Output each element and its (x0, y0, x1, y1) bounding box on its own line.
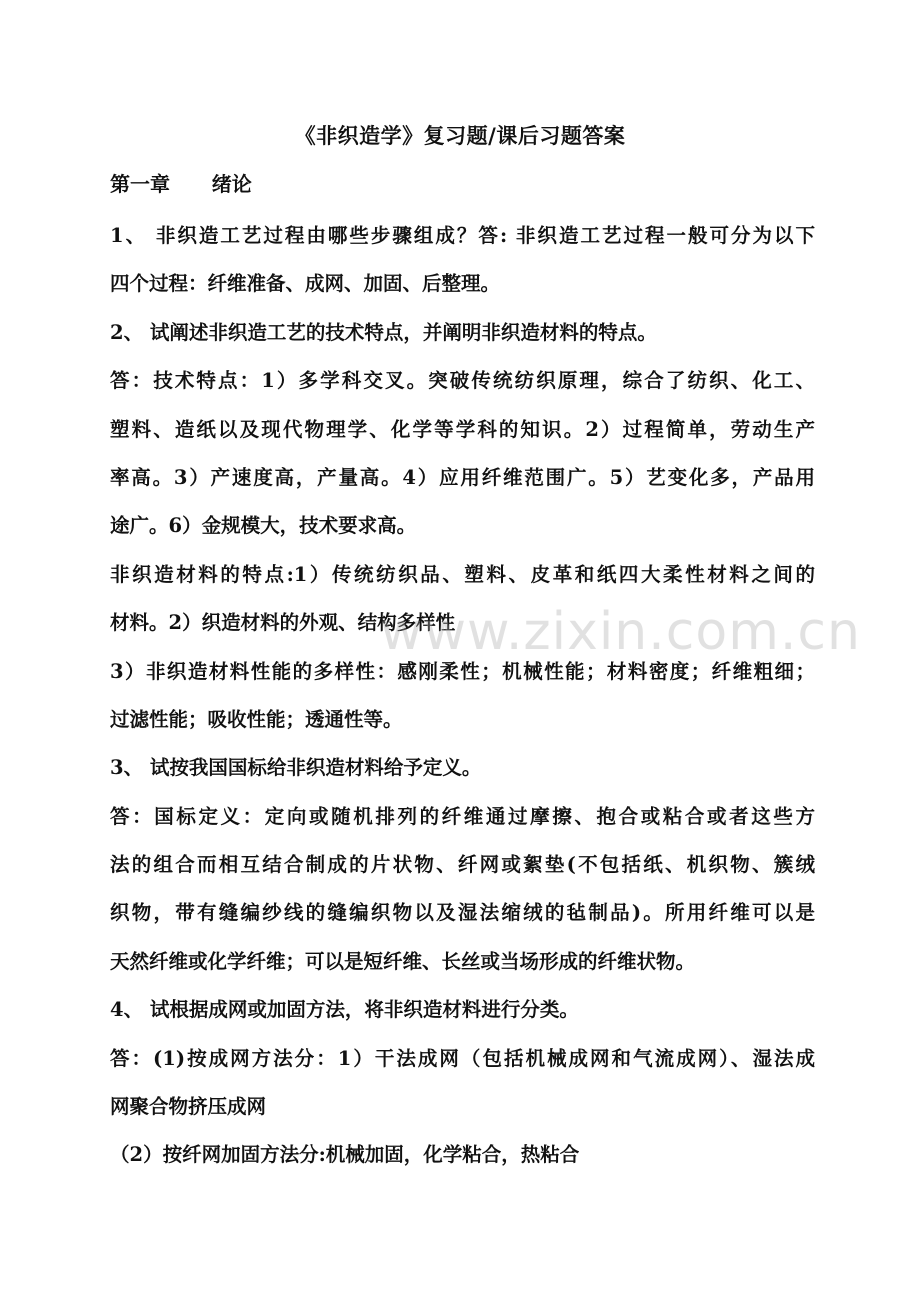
text-line: 四个过程：纤维准备、成网、加固、后整理。 (110, 272, 501, 296)
text-line: 率高。3）产速度高，产量高。4）应用纤维范围广。5）艺变化多，产品用 (110, 465, 815, 489)
chapter-heading: 第一章 绪论 (110, 172, 252, 196)
text-line: 3、 试按我国国标给非织造材料给予定义。 (110, 756, 482, 780)
text-line: 途广。6）金规模大，技术要求高。 (110, 514, 417, 538)
text-line: 塑料、造纸以及现代物理学、化学等学科的知识。2）过程简单，劳动生产 (110, 417, 815, 441)
text-line: 4、 试根据成网或加固方法，将非织造材料进行分类。 (110, 998, 579, 1022)
text-line: 答：(1)按成网方法分：1）干法成网（包括机械成网和气流成网）、湿法成 (110, 1046, 815, 1070)
text-line: （2）按纤网加固方法分:机械加固，化学粘合，热粘合 (110, 1143, 580, 1167)
text-line: 网聚合物挤压成网 (110, 1095, 267, 1119)
text-line: 答：技术特点：1）多学科交叉。突破传统纺织原理，综合了纺织、化工、 (110, 369, 815, 393)
document-body (110, 212, 815, 1180)
document-title: 《非织造学》复习题/课后习题答案 (294, 123, 626, 148)
text-line: 非织造材料的特点:1）传统纺织品、塑料、皮革和纸四大柔性材料之间的 (110, 562, 815, 586)
text-line: 3）非织造材料性能的多样性：感刚柔性；机械性能；材料密度；纤维粗细； (110, 659, 815, 683)
text-line: 织物，带有缝编纱线的缝编织物以及湿法缩绒的毡制品)。所用纤维可以是 (110, 901, 815, 925)
watermark: www.zixin.com.cn (380, 602, 861, 662)
text-line: 2、 试阐述非织造工艺的技术特点，并阐明非织造材料的特点。 (110, 320, 657, 344)
text-line: 材料。2）织造材料的外观、结构多样性 (110, 611, 456, 635)
text-line: 天然纤维或化学纤维；可以是短纤维、长丝或当场形成的纤维状物。 (110, 949, 696, 973)
text-line: 法的组合而相互结合制成的片状物、纤网或絮垫(不包括纸、机织物、簇绒 (110, 853, 815, 877)
text-line: 答：国标定义：定向或随机排列的纤维通过摩擦、抱合或粘合或者这些方 (110, 804, 815, 828)
text-line: 1、 非织造工艺过程由哪些步骤组成？答: 非织造工艺过程一般可分为以下 (110, 224, 815, 247)
text-line: 过滤性能；吸收性能；透通性等。 (110, 707, 403, 731)
